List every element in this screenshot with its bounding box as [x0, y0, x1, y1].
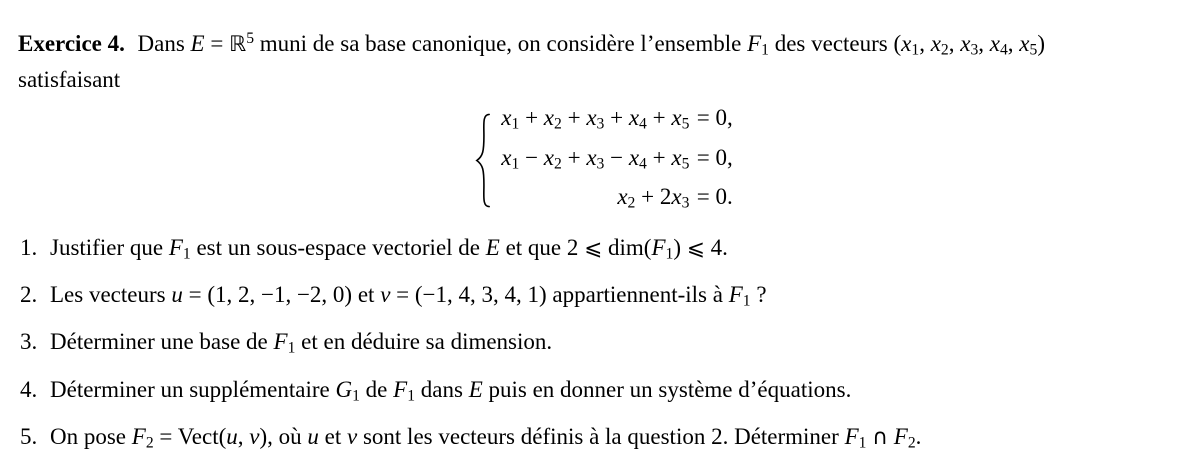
question-number: 1. [20, 234, 38, 260]
question-item-3 [20, 328, 1156, 362]
equation-rhs: = 0, [696, 144, 733, 170]
left-brace-icon [473, 112, 492, 209]
equation-row [501, 101, 732, 140]
question-item-5 [20, 423, 1156, 457]
equation-rows [501, 101, 732, 219]
question-number: 4. [20, 376, 38, 402]
question-number: 5. [20, 424, 38, 450]
exercise-heading: Exercice 4. [18, 30, 125, 56]
exercise-intro-paragraph [18, 24, 1156, 65]
question-item-1 [20, 234, 1156, 268]
question-text: Justifier que F1 est un sous-espace vectoriel de E et que 2 ⩽ dim(F1) ⩽ 4. [50, 234, 728, 262]
equation-row [501, 180, 732, 219]
question-list [18, 234, 1156, 458]
question-item-4 [20, 376, 1156, 410]
equation-lhs: x1 + x2 + x3 + x4 + x5 [501, 105, 690, 133]
equation-row [501, 141, 732, 180]
question-item-2 [20, 281, 1156, 315]
question-text: Les vecteurs u = (1, 2, −1, −2, 0) et v = (−1, 4, 3, 4, 1) appartiennent-ils à F1 ? [50, 282, 767, 310]
exercise-intro-text: Dans E = ℝ$^5$ muni de sa base canonique, on considère l’ensemble F1 des vecteurs (x1, x2, x3, x4, x5) [137, 30, 1045, 59]
question-text: On pose F2 = Vect(u, v), où u et v sont les vecteurs définis à la question 2. Déterminer F1 ∩ F2. [50, 424, 922, 452]
equation-lhs: x1 − x2 + x3 − x4 + x5 [501, 144, 690, 173]
exercise-intro-tail: satisfaisant [18, 67, 121, 93]
question-number: 3. [20, 329, 38, 355]
equation-system [473, 101, 732, 219]
equation-lhs: x2 + 2x3 [617, 184, 690, 212]
question-text: Déterminer un supplémentaire G1 de F1 dans E puis en donner un système d’équations. [50, 376, 852, 405]
question-text: Déterminer une base de F1 et en déduire sa dimension. [50, 329, 553, 357]
equation-rhs: = 0, [696, 105, 733, 131]
equation-rhs: = 0. [696, 184, 733, 210]
question-number: 2. [20, 282, 38, 307]
